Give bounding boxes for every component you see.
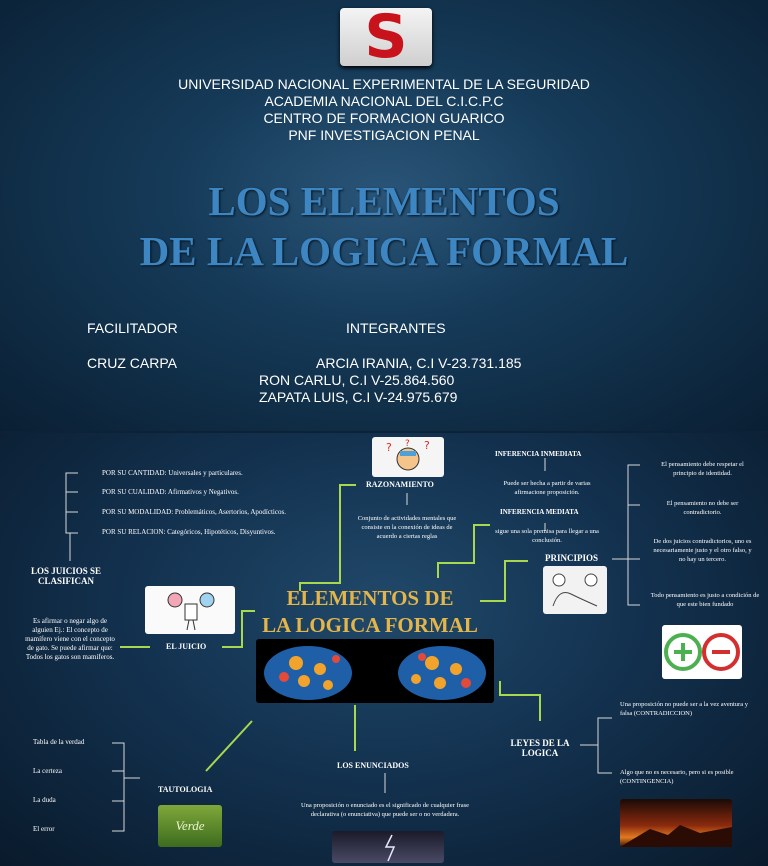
plus-minus-illustration <box>662 625 742 679</box>
brain-gears-illustration <box>256 639 494 703</box>
principio-tercero-excluido: De dos juicios contradictorios, uno es necesariamente justo y el otro falso, y no hay un tercero. <box>653 538 752 563</box>
center-title-line-1: ELEMENTOS DE <box>286 586 454 610</box>
slide-title <box>0 176 768 276</box>
storm-icon <box>332 831 444 863</box>
juicios-clasifican-label: LOS JUICIOS SE CLASIFICAN <box>30 566 102 586</box>
leyes-illustration <box>620 799 732 847</box>
logo-letter: S <box>364 2 408 72</box>
juicio-modalidad: POR SU MODALIDAD: Problemáticos, Asertorios, Apodícticos. <box>102 508 286 516</box>
tautologia-certeza: La certeza <box>33 767 62 775</box>
connector-leyes <box>500 681 540 721</box>
inferencia-inmediata-label: INFERENCIA INMEDIATA <box>495 450 582 458</box>
juicio-label: EL JUICIO <box>166 642 207 651</box>
university-logo <box>340 2 432 72</box>
razonamiento-description: Conjunto de actividades mentales que consiste en la conexión de ideas de acuerdo a ciertas reglas <box>357 515 457 540</box>
university-header <box>0 76 768 144</box>
center-title <box>250 585 490 639</box>
principio-identidad: El pensamiento debe respetar el principio de identidad. <box>661 461 744 477</box>
principios-label: PRINCIPIOS <box>545 553 599 563</box>
juicio-cualidad: POR SU CUALIDAD: Afirmativos y Negativos. <box>102 488 239 496</box>
university-line: PNF INVESTIGACION PENAL <box>288 127 480 143</box>
integrante-1: ARCIA IRANIA, C.I V-23.731.185 <box>316 355 522 371</box>
handshake-icon <box>543 566 607 614</box>
juicio-cantidad: POR SU CANTIDAD: Universales y particulares. <box>102 469 243 477</box>
tautologia-tabla: Tabla de la verdad <box>33 738 85 746</box>
bracket-leyes <box>598 718 612 773</box>
university-line: UNIVERSIDAD NACIONAL EXPERIMENTAL DE LA SEGURIDAD <box>178 76 590 92</box>
cliff-icon <box>620 799 732 847</box>
title-line-1: LOS ELEMENTOS <box>208 178 560 224</box>
tautologia-duda: La duda <box>33 796 56 804</box>
connector-razonamiento <box>300 485 356 591</box>
bracket-principios <box>628 465 640 605</box>
university-line: CENTRO DE FORMACION GUARICO <box>263 110 505 126</box>
university-line: ACADEMIA NACIONAL DEL C.I.C.P.C <box>264 93 504 109</box>
thinking-person-icon <box>372 437 444 477</box>
facilitador-label: FACILITADOR <box>87 320 178 336</box>
brain-gears-icon <box>256 639 494 703</box>
svg-text:?: ? <box>424 439 430 452</box>
juicio-description: Es afirmar o negar algo de alguien Ej.: El concepto de mamífero viene con el concepto de gato. Se puede afirmar que: Todos los gatos son mamíferos. <box>25 617 115 661</box>
integrante-2: RON CARLU, C.I V-25.864.560 <box>259 372 455 388</box>
facilitador-name: CRUZ CARPA <box>87 355 177 371</box>
principio-razon-suficiente: Todo pensamiento es justo a condición de que este bien fundado <box>650 592 760 608</box>
principios-illustration <box>543 566 607 614</box>
inferencia-inmediata-description: Puede ser hecha a partir de varias afirmacione proposición. <box>503 480 591 496</box>
title-line-2: DE LA LOGICA FORMAL <box>139 228 629 274</box>
enunciados-label: LOS ENUNCIADOS <box>337 761 409 770</box>
center-title-line-2: LA LOGICA FORMAL <box>262 613 478 637</box>
ley-contingencia: Algo que no es necesario, pero si es posible (CONTINGENCIA) <box>620 769 734 785</box>
plus-minus-icon <box>662 625 742 679</box>
bracket-tautologia <box>112 743 124 831</box>
tautologia-label: TAUTOLOGIA <box>158 785 213 794</box>
enunciados-illustration <box>332 831 444 863</box>
mindmap-slide <box>0 433 768 866</box>
enunciados-description: Una proposición o enunciado es el significado de cualquier frase declarativa (o enunciativa) que puede ser o no verdadera. <box>300 802 470 818</box>
connector-tautologia <box>206 721 252 771</box>
tautologia-error: El error <box>33 825 55 833</box>
tautologia-image-text: Verde <box>175 818 205 833</box>
principio-no-contradiccion: El pensamiento no debe ser contradictorio. <box>666 500 739 516</box>
razonamiento-illustration <box>372 437 444 477</box>
tautologia-illustration <box>158 805 222 847</box>
leyes-label: LEYES DE LA LOGICA <box>510 738 570 758</box>
juicio-figures-icon <box>145 586 235 634</box>
svg-text:?: ? <box>405 439 410 449</box>
juicio-illustration <box>145 586 235 634</box>
svg-text:?: ? <box>386 441 392 454</box>
integrantes-label: INTEGRANTES <box>346 320 446 336</box>
juicio-relacion: POR SU RELACION: Categóricos, Hipotéticos, Disyuntivos. <box>102 528 276 536</box>
inferencia-mediata-description: sigue una sola premisa para llegar a una conclusión. <box>495 528 599 544</box>
inferencia-mediata-label: INFERENCIA MEDIATA <box>500 508 579 516</box>
integrante-3: ZAPATA LUIS, C.I V-24.975.679 <box>259 389 458 405</box>
razonamiento-label: RAZONAMIENTO <box>366 480 434 489</box>
ley-contradiccion: Una proposición no puede ser a la vez aventura y falsa (CONTRADICCION) <box>620 701 748 717</box>
title-slide <box>0 0 768 431</box>
bracket-juicios <box>66 473 78 533</box>
